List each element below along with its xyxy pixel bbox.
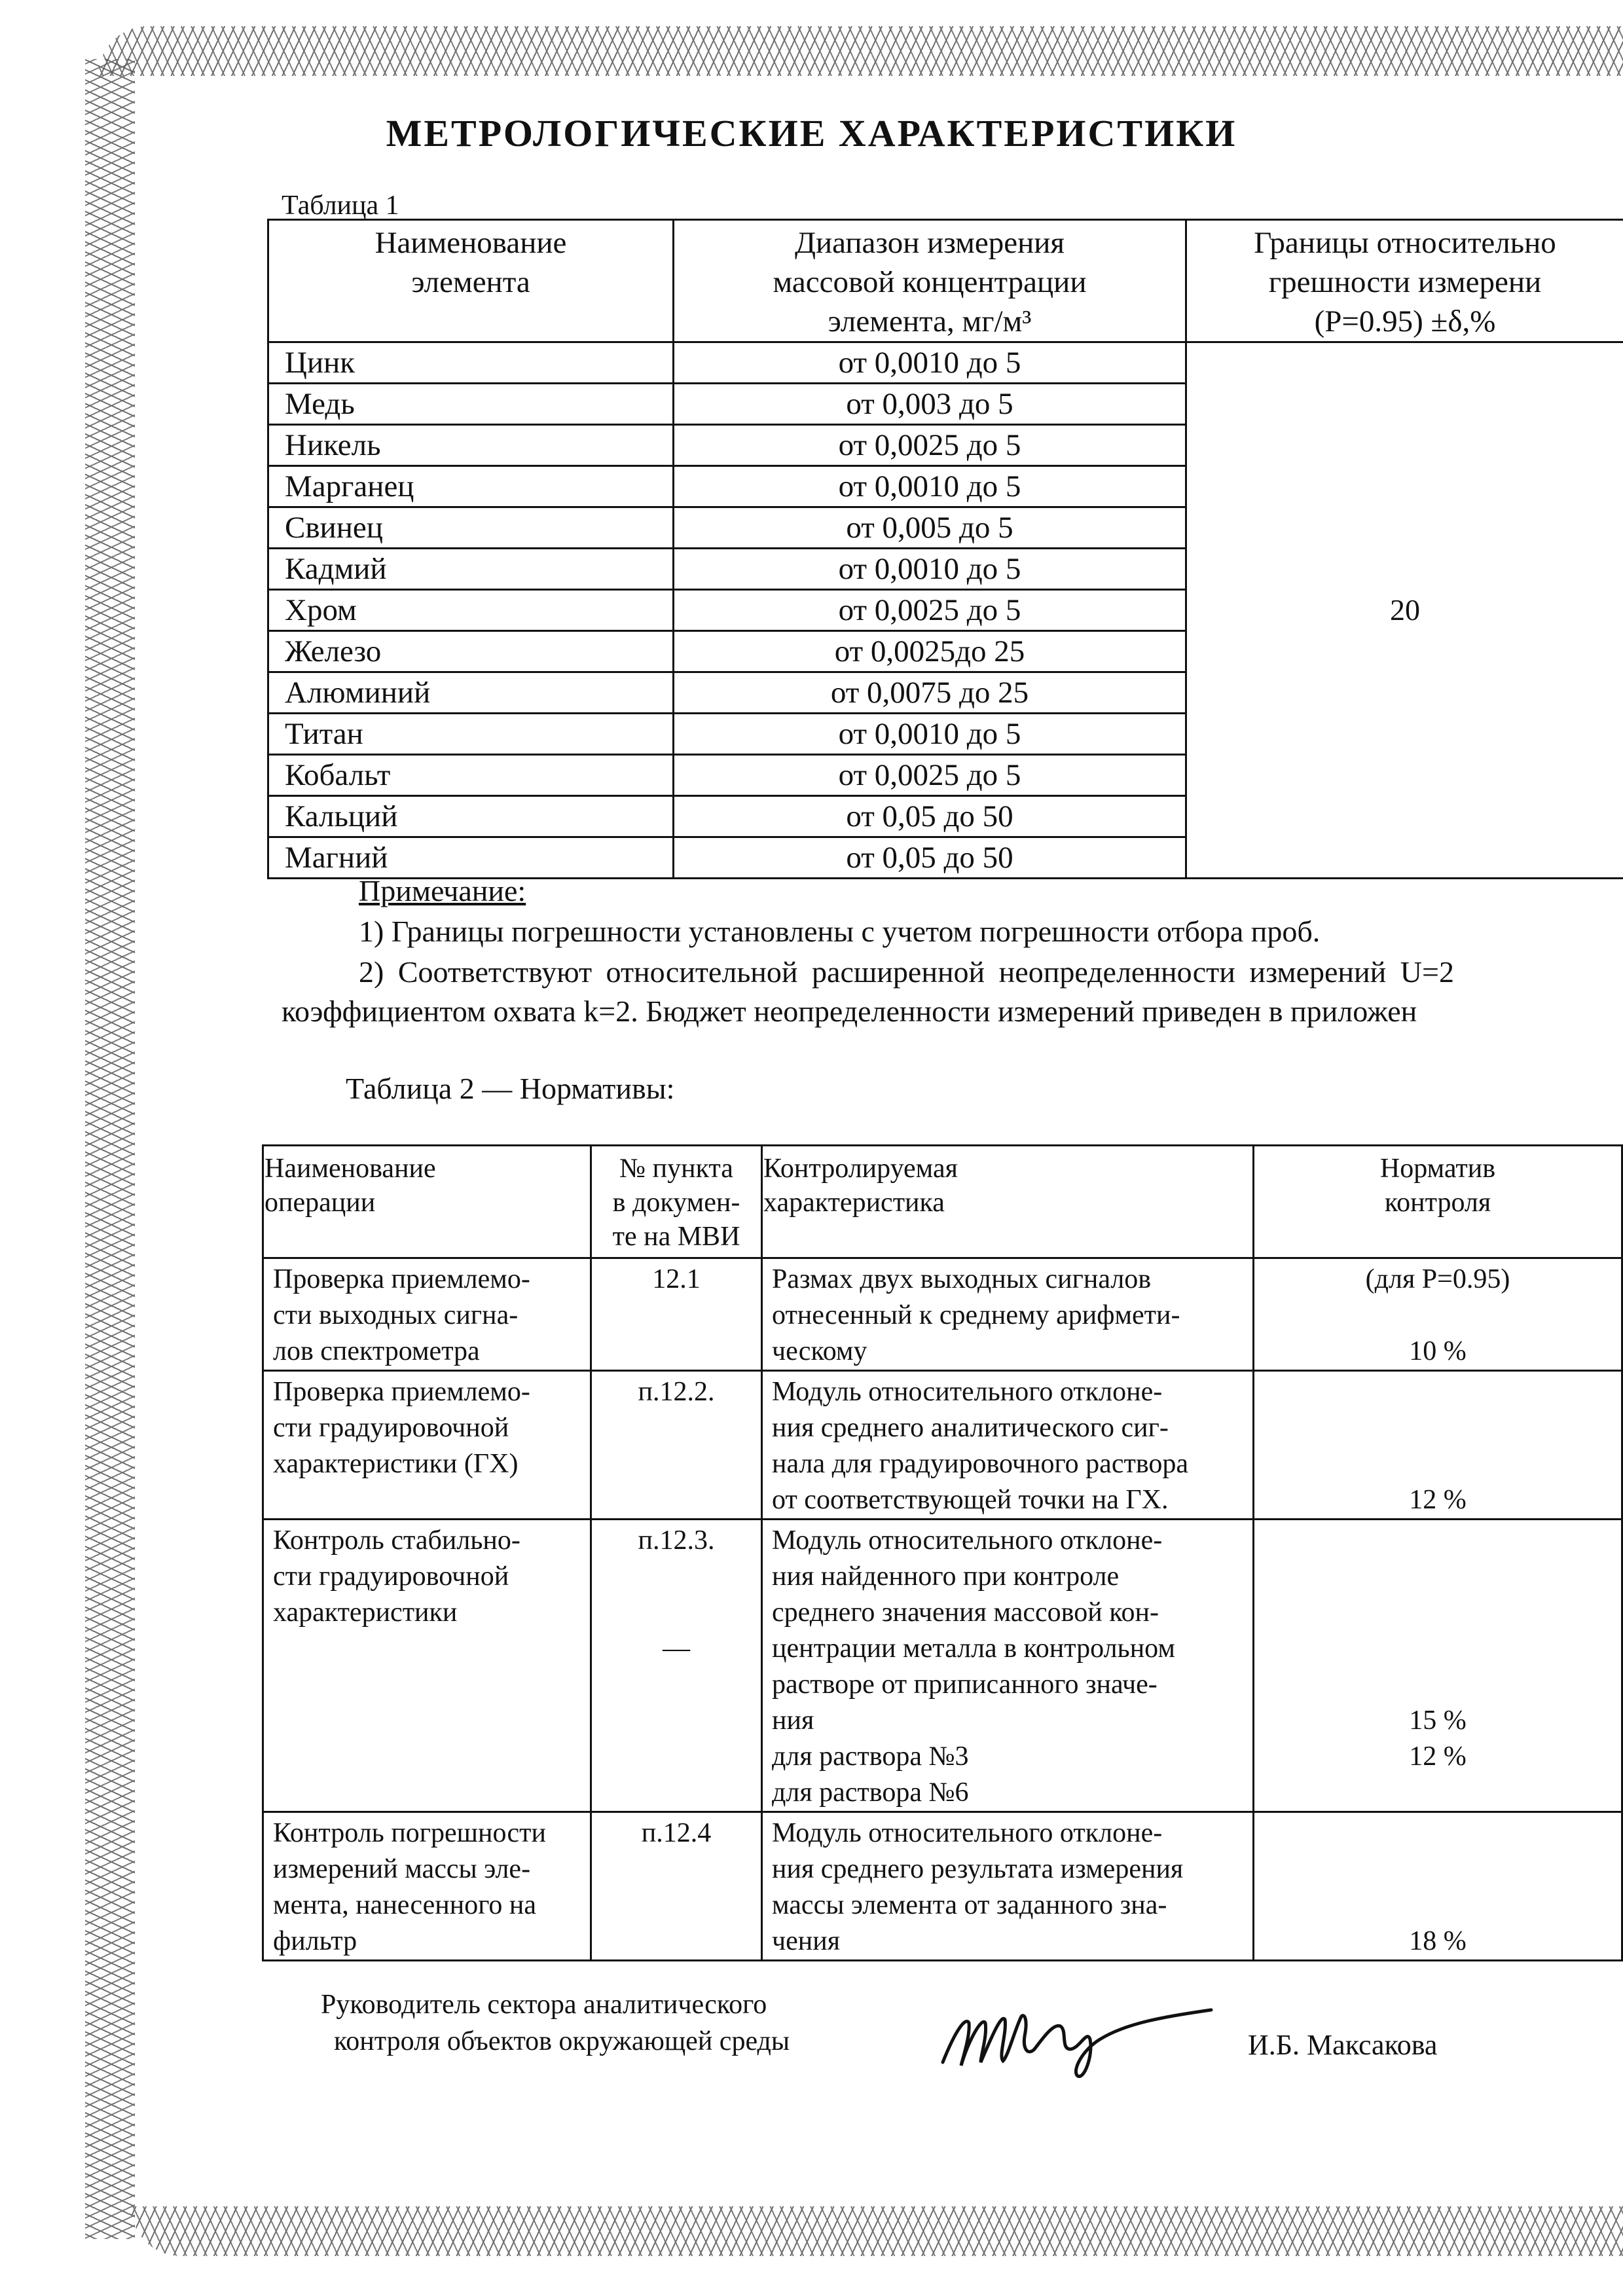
operation-cell-line: Проверка приемлемо- [273, 1377, 530, 1407]
characteristic-cell-line: для раствора №3 [772, 1741, 969, 1772]
header-point: № пункта в докумен- те на МВИ [591, 1146, 762, 1258]
element-name-cell: Алюминий [268, 672, 674, 714]
element-name-cell: Магний [268, 837, 674, 879]
characteristic-cell-line: Модуль относительного отклоне- [772, 1525, 1163, 1556]
characteristic-cell-line: ния найденного при контроле [772, 1561, 1120, 1592]
characteristic-cell-line: отнесенный к среднему арифмети- [772, 1300, 1180, 1330]
characteristic-cell-line: чения [772, 1926, 841, 1956]
norms-table [262, 1144, 1623, 1961]
characteristic-cell-line: массы элемента от заданного зна- [772, 1890, 1167, 1920]
norm-cell-line: 18 % [1409, 1926, 1467, 1956]
point-cell [591, 1258, 762, 1371]
header-element-name: Наименование элемента [268, 220, 674, 342]
table2-row [263, 1371, 1622, 1520]
range-cell: от 0,0075 до 25 [674, 672, 1186, 714]
operation-cell-line: сти градуировочной [273, 1561, 509, 1592]
norm-cell-line [1264, 1851, 1612, 1887]
range-cell: от 0,0010 до 5 [674, 714, 1186, 755]
operation-cell-line: характеристики [273, 1597, 458, 1628]
decorative-border-bottom [131, 2206, 1623, 2256]
characteristic-cell-line: ния среднего аналитического сиг- [772, 1413, 1169, 1443]
operation-cell [263, 1812, 591, 1961]
header-range: Диапазон измерения массовой концентрации элемента, мг/м³ [674, 220, 1186, 342]
note-heading: Примечание: [359, 874, 526, 907]
characteristic-cell-line: ния [772, 1705, 814, 1736]
norm-cell-line [1264, 1667, 1612, 1703]
norm-cell [1254, 1520, 1622, 1812]
norm-cell [1254, 1371, 1622, 1520]
characteristic-cell-line: нала для градуировочного раствора [772, 1449, 1189, 1479]
norm-cell-line [1264, 1595, 1612, 1631]
table2-row [263, 1258, 1622, 1371]
header-operation: Наименование операции [263, 1146, 591, 1258]
range-cell: от 0,0010 до 5 [674, 549, 1186, 590]
operation-cell-line: Проверка приемлемо- [273, 1264, 530, 1294]
element-name-cell: Хром [268, 590, 674, 631]
norm-cell [1254, 1258, 1622, 1371]
point-number: 12.1 [652, 1264, 701, 1294]
header-norm: Норматив контроля [1254, 1146, 1622, 1258]
operation-cell-line: измерений массы эле- [273, 1854, 531, 1884]
header-error: Границы относительно грешности измерени (P=0.95) ±δ,% [1186, 220, 1623, 342]
range-cell: от 0,05 до 50 [674, 796, 1186, 837]
element-name-cell: Никель [268, 425, 674, 466]
range-cell: от 0,05 до 50 [674, 837, 1186, 879]
table2-row [263, 1520, 1622, 1812]
point-cell [591, 1812, 762, 1961]
element-name-cell: Марганец [268, 466, 674, 507]
decorative-border-left [85, 59, 135, 2239]
signer-position-line-1: Руководитель сектора аналитического [321, 1990, 767, 2020]
norm-cell-line [1264, 1815, 1612, 1851]
norm-cell-line [1264, 1446, 1612, 1482]
signer-name: И.Б. Максакова [1248, 2029, 1438, 2061]
range-cell: от 0,0025до 25 [674, 631, 1186, 672]
point-number: п.12.2. [638, 1377, 715, 1407]
point-cell [591, 1520, 762, 1812]
element-name-cell: Кадмий [268, 549, 674, 590]
range-cell: от 0,003 до 5 [674, 384, 1186, 425]
element-name-cell: Цинк [268, 342, 674, 384]
characteristic-cell-line: для раствора №6 [772, 1777, 969, 1808]
norm-cell [1254, 1812, 1622, 1961]
note-line-2: 2) Соответствуют относительной расширенной неопределенности измерений U=2 [359, 955, 1454, 989]
operation-cell-line: Контроль стабильно- [273, 1525, 520, 1556]
characteristic-cell-line: растворе от приписанного значе- [772, 1669, 1158, 1700]
operation-cell-line: сти выходных сигна- [273, 1300, 519, 1330]
range-cell: от 0,0010 до 5 [674, 342, 1186, 384]
element-name-cell: Титан [268, 714, 674, 755]
decorative-border-top [98, 26, 1623, 76]
characteristic-cell-line: центрации металла в контрольном [772, 1633, 1175, 1664]
element-name-cell: Свинец [268, 507, 674, 549]
characteristic-cell-line: ческому [772, 1336, 867, 1366]
norm-cell-line [1264, 1631, 1612, 1667]
note-line-1: 1) Границы погрешности установлены с учетом погрешности отбора проб. [359, 915, 1321, 948]
operation-cell-line: лов спектрометра [273, 1336, 480, 1366]
characteristic-cell-line: Размах двух выходных сигналов [772, 1264, 1152, 1294]
characteristic-cell-line: Модуль относительного отклоне- [772, 1377, 1163, 1407]
characteristic-cell [762, 1812, 1254, 1961]
handwritten-signature [930, 1977, 1218, 2088]
metrology-table [267, 219, 1623, 879]
norm-cell-line [1264, 1298, 1612, 1334]
norm-cell-line: 10 % [1409, 1336, 1467, 1366]
operation-cell-line: характеристики (ГХ) [273, 1449, 519, 1479]
norm-cell-line [1264, 1374, 1612, 1410]
header-characteristic: Контролируемая характеристика [762, 1146, 1254, 1258]
table1-caption: Таблица 1 [282, 191, 399, 221]
norm-cell-line [1264, 1887, 1612, 1923]
error-value-cell: 20 [1186, 342, 1623, 879]
norm-cell-line: 12 % [1409, 1485, 1467, 1515]
operation-cell [263, 1258, 591, 1371]
characteristic-cell-line: Модуль относительного отклоне- [772, 1818, 1163, 1848]
characteristic-cell [762, 1258, 1254, 1371]
page-title: МЕТРОЛОГИЧЕСКИЕ ХАРАКТЕРИСТИКИ [386, 112, 1237, 155]
table2-header-row [263, 1146, 1622, 1258]
norm-cell-line: 15 % [1409, 1705, 1467, 1736]
table1-row [268, 342, 1623, 384]
point-number: п.12.3. [638, 1525, 715, 1556]
operation-cell-line: сти градуировочной [273, 1413, 509, 1443]
element-name-cell: Кальций [268, 796, 674, 837]
norm-cell-line [1264, 1523, 1612, 1559]
operation-cell-line: мента, нанесенного на [273, 1890, 537, 1920]
norm-cell-line [1264, 1775, 1612, 1811]
range-cell: от 0,005 до 5 [674, 507, 1186, 549]
table2-row [263, 1812, 1622, 1961]
characteristic-cell [762, 1371, 1254, 1520]
norm-cell-line [1264, 1559, 1612, 1595]
norm-cell-line [1264, 1410, 1612, 1446]
characteristic-cell-line: ния среднего результата измерения [772, 1854, 1184, 1884]
note-line-3: коэффициентом охвата k=2. Бюджет неопределенности измерений приведен в приложен [282, 994, 1417, 1028]
signer-position-line-2: контроля объектов окружающей среды [334, 2026, 790, 2056]
point-cell [591, 1371, 762, 1520]
range-cell: от 0,0025 до 5 [674, 590, 1186, 631]
table2-caption: Таблица 2 — Нормативы: [346, 1072, 675, 1105]
point-number: п.12.4 [641, 1818, 712, 1848]
characteristic-cell [762, 1520, 1254, 1812]
point-dash: — [663, 1633, 690, 1664]
range-cell: от 0,0025 до 5 [674, 425, 1186, 466]
element-name-cell: Медь [268, 384, 674, 425]
operation-cell [263, 1371, 591, 1520]
characteristic-cell-line: среднего значения массовой кон- [772, 1597, 1159, 1628]
norm-cell-line: 12 % [1409, 1741, 1467, 1772]
operation-cell-line: фильтр [273, 1926, 357, 1956]
norm-cell-line: (для P=0.95) [1365, 1264, 1510, 1294]
operation-cell-line: Контроль погрешности [273, 1818, 547, 1848]
range-cell: от 0,0025 до 5 [674, 755, 1186, 796]
operation-cell [263, 1520, 591, 1812]
element-name-cell: Железо [268, 631, 674, 672]
table1-header-row [268, 220, 1623, 342]
characteristic-cell-line: от соответствующей точки на ГХ. [772, 1485, 1169, 1515]
range-cell: от 0,0010 до 5 [674, 466, 1186, 507]
element-name-cell: Кобальт [268, 755, 674, 796]
